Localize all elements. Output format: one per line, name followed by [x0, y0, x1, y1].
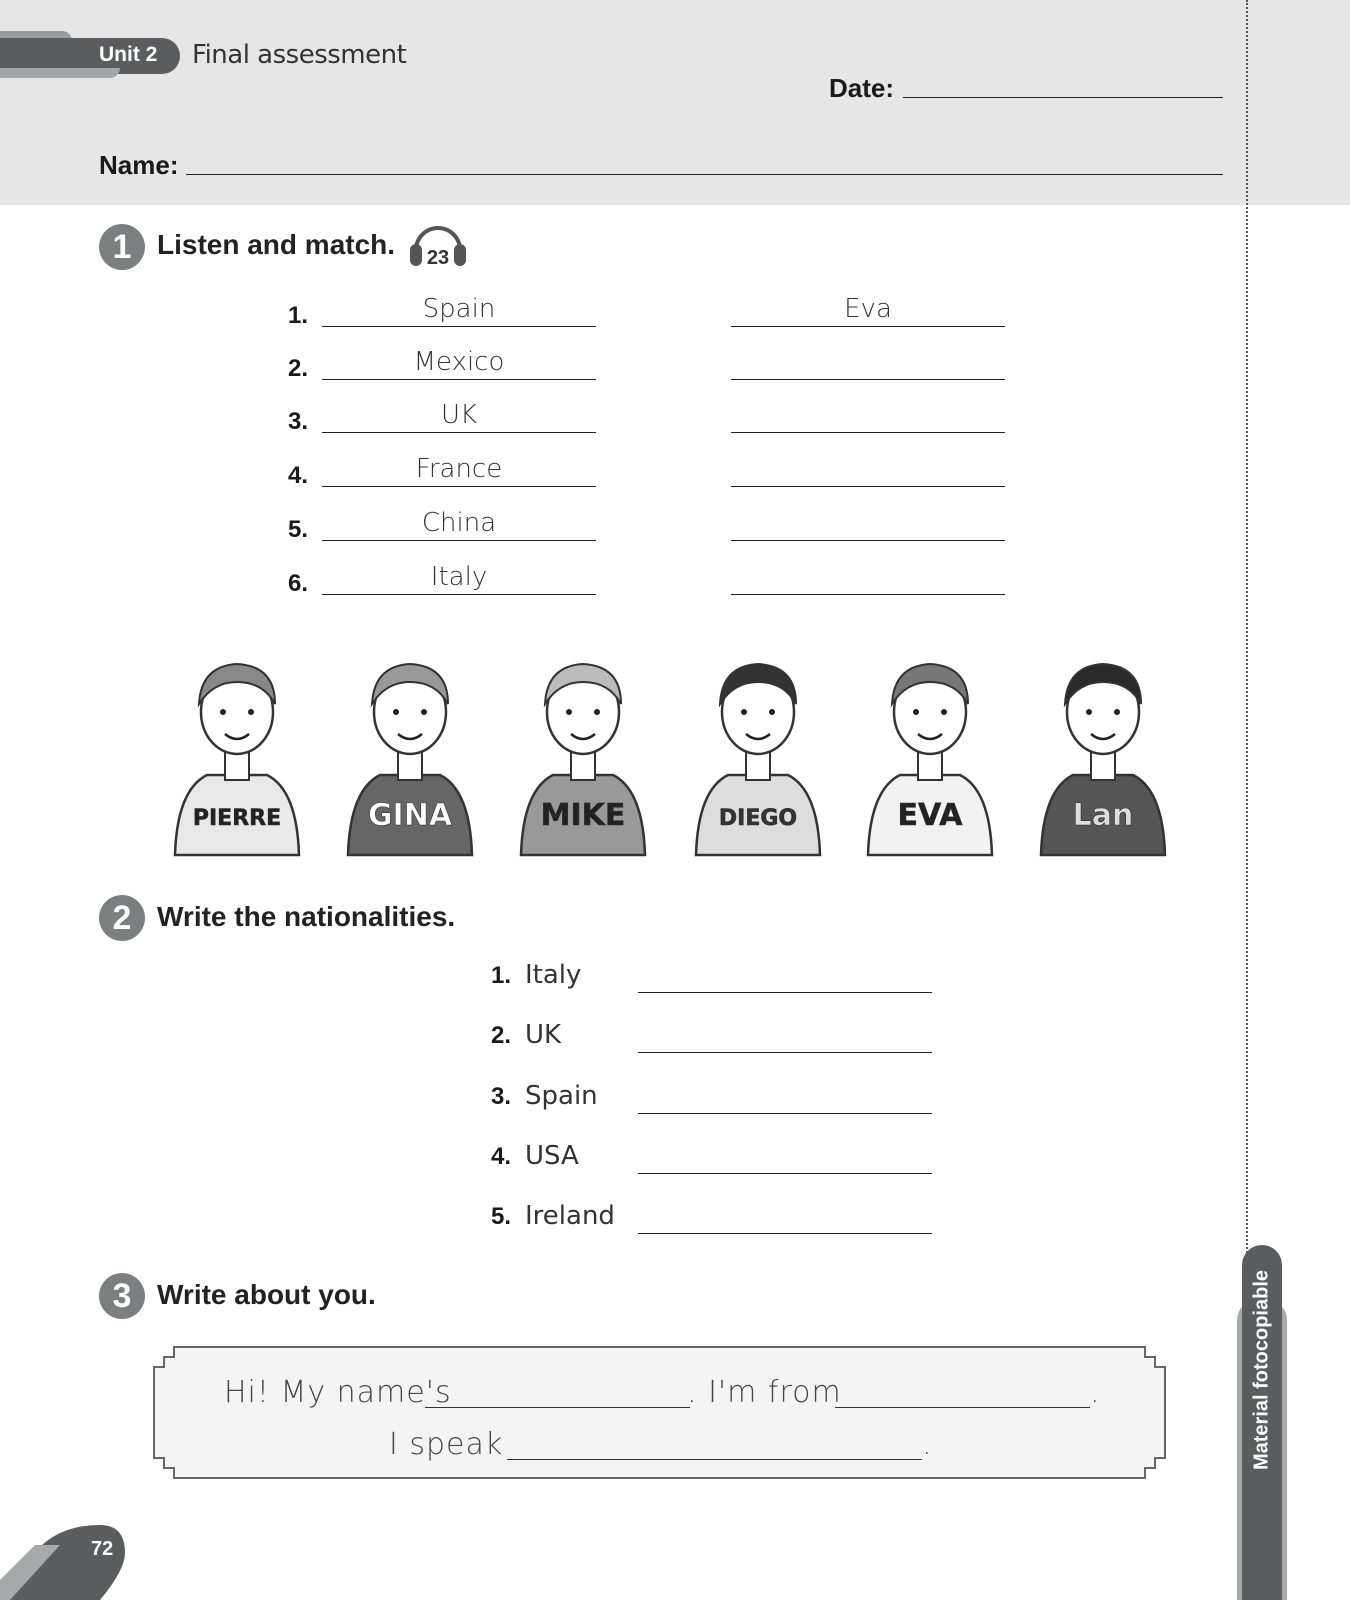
- country-answer-line[interactable]: [322, 594, 596, 595]
- nationality-row-number: 3.: [491, 1083, 512, 1110]
- country-answer: Italy: [430, 562, 488, 592]
- match-row-number: 2.: [288, 355, 309, 382]
- kid-figure: [513, 640, 653, 870]
- line1-period: .: [1090, 1375, 1101, 1410]
- country-answer: UK: [440, 400, 478, 430]
- name-label: Name:: [99, 150, 179, 180]
- country-answer-line[interactable]: [322, 379, 596, 380]
- country-answer: France: [415, 454, 503, 484]
- nationality-answer-field[interactable]: [638, 1052, 932, 1053]
- name-field[interactable]: [186, 174, 1223, 175]
- country-answer-line[interactable]: [322, 540, 596, 541]
- kid-shirt-name: EVA: [897, 798, 963, 833]
- nationality-answer-field[interactable]: [638, 1173, 932, 1174]
- i-speak-text: I speak: [389, 1427, 504, 1462]
- country-answer: Spain: [422, 294, 496, 324]
- name-answer-line[interactable]: [731, 432, 1005, 433]
- country-answer-line[interactable]: [322, 326, 596, 327]
- unit-label: Unit 2: [99, 43, 158, 66]
- kid-shirt-name: DIEGO: [718, 806, 798, 831]
- name-answer-line[interactable]: [731, 594, 1005, 595]
- headphones-icon: [408, 220, 468, 270]
- nationality-row-number: 4.: [491, 1143, 512, 1170]
- nationality-row-number: 2.: [491, 1022, 512, 1049]
- name-answer-line[interactable]: [731, 379, 1005, 380]
- section-2-title: Write the nationalities.: [157, 901, 456, 932]
- country-answer: Mexico: [413, 347, 505, 377]
- side-label: Material fotocopiable: [1250, 1269, 1273, 1471]
- country-answer-line[interactable]: [322, 432, 596, 433]
- nationality-country: Ireland: [525, 1201, 615, 1231]
- kid-figure: [167, 640, 307, 870]
- kid-shirt-name: MIKE: [540, 798, 626, 833]
- unit-tab-accent-lower: [0, 68, 120, 78]
- nationality-country: UK: [525, 1020, 562, 1050]
- match-row-number: 3.: [288, 408, 309, 435]
- kid-figure: [688, 640, 828, 870]
- hi-my-name-text: Hi! My name's: [224, 1375, 452, 1410]
- date-label: Date:: [829, 73, 895, 103]
- page-number-tab: [0, 1525, 130, 1600]
- kid-figure: [1033, 640, 1173, 870]
- nationality-country: USA: [525, 1141, 579, 1171]
- section-1-number: 1: [99, 224, 145, 270]
- nationality-country: Spain: [525, 1081, 598, 1111]
- page-number: 72: [91, 1538, 114, 1560]
- track-number: 23: [426, 247, 450, 269]
- kid-figure: [340, 640, 480, 870]
- im-from-text: . I'm from: [687, 1375, 842, 1410]
- match-row-number: 5.: [288, 516, 309, 543]
- line2-period: .: [922, 1427, 933, 1462]
- nationality-answer-field[interactable]: [638, 1113, 932, 1114]
- nationality-country: Italy: [525, 960, 582, 990]
- section-1-title: Listen and match.: [157, 229, 396, 260]
- kid-shirt-name: GINA: [367, 798, 453, 833]
- section-3-number: 3: [99, 1273, 145, 1319]
- kid-shirt-name: PIERRE: [192, 806, 282, 831]
- nationality-row-number: 1.: [491, 962, 512, 989]
- name-answer-line[interactable]: [731, 486, 1005, 487]
- write-about-you-box: [152, 1345, 1167, 1480]
- section-3-title: Write about you.: [157, 1279, 376, 1310]
- your-language-field[interactable]: [507, 1459, 922, 1460]
- match-row-number: 4.: [288, 462, 309, 489]
- page-title: Final assessment: [192, 40, 407, 70]
- nationality-row-number: 5.: [491, 1203, 512, 1230]
- country-answer: China: [421, 508, 497, 538]
- your-country-field[interactable]: [835, 1407, 1090, 1408]
- name-answer: Eva: [844, 294, 892, 324]
- match-row-number: 6.: [288, 570, 309, 597]
- match-row-number: 1.: [288, 302, 309, 329]
- name-answer-line[interactable]: [731, 326, 1005, 327]
- nationality-answer-field[interactable]: [638, 992, 932, 993]
- kid-shirt-name: Lan: [1072, 798, 1134, 833]
- section-2-number: 2: [99, 895, 145, 941]
- country-answer-line[interactable]: [322, 486, 596, 487]
- kid-figure: [860, 640, 1000, 870]
- name-answer-line[interactable]: [731, 540, 1005, 541]
- date-field[interactable]: [903, 97, 1223, 98]
- nationality-answer-field[interactable]: [638, 1233, 932, 1234]
- your-name-field[interactable]: [425, 1407, 690, 1408]
